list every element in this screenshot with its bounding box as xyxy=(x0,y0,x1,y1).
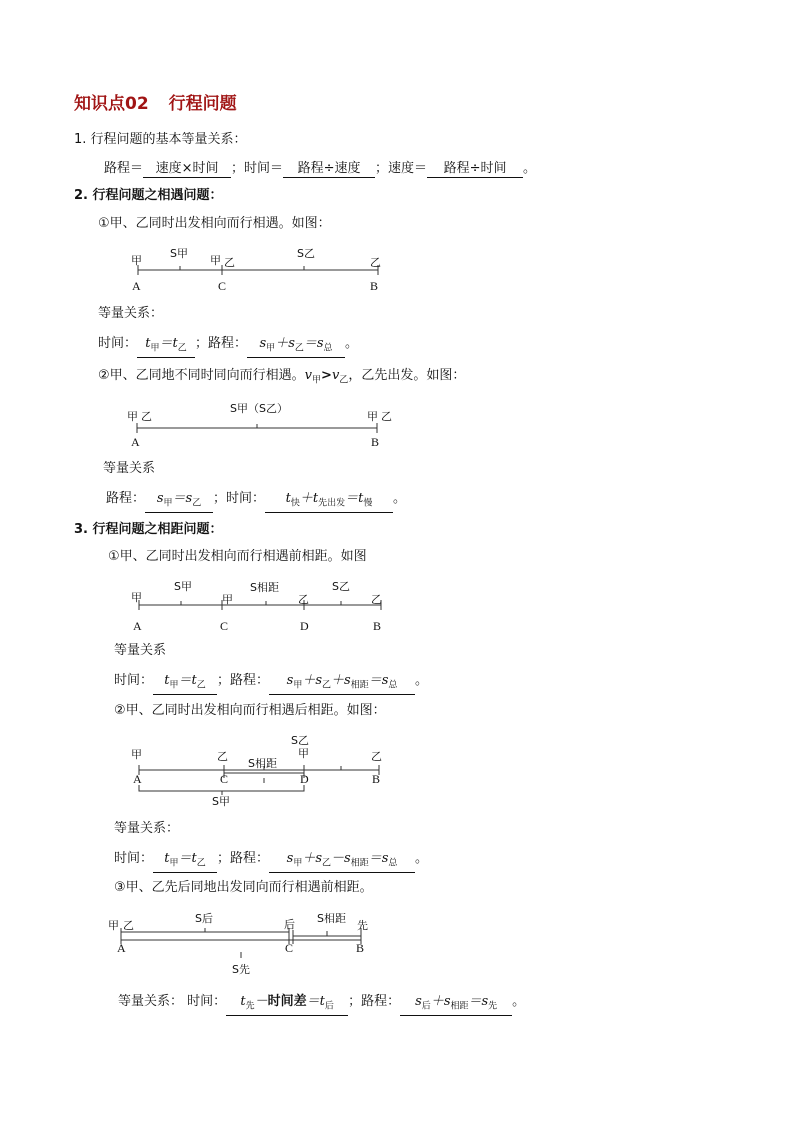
point-B: B xyxy=(372,772,381,786)
point-D: D xyxy=(300,619,309,633)
label-jia-at-C: 甲 xyxy=(222,593,233,606)
label-s-xiangju: S相距 xyxy=(250,581,279,594)
speed-comparison: $v_甲>v_乙$ xyxy=(304,368,349,386)
end-mark: 。 xyxy=(345,336,359,351)
label-yi-at-B: 乙 xyxy=(381,410,392,423)
point-A: A xyxy=(133,619,142,633)
label-time: ；时间＝ xyxy=(231,161,284,176)
label-yi-at-B: 乙 xyxy=(371,593,382,606)
label-s-yi: S乙 xyxy=(291,734,309,747)
answer-time-equal: $t_甲=t_乙$ xyxy=(153,851,217,873)
answer-distance-sum: $s_甲+s_乙=s_总$ xyxy=(247,336,345,358)
label-yi-at-C: 乙 xyxy=(217,750,228,763)
point-B: B xyxy=(370,279,379,293)
end-mark: 。 xyxy=(393,491,407,506)
label-distance: 路程＝ xyxy=(104,161,144,176)
end-mark: 。 xyxy=(523,161,537,176)
answer-distance-equal: $s_甲=s_乙$ xyxy=(145,491,213,513)
label-xian-at-B: 先 xyxy=(357,919,368,932)
label-s-yi: S乙 xyxy=(297,247,315,260)
label-yi-at-D: 乙 xyxy=(298,593,309,606)
section-2-title: 2. 行程问题之相遇问题： xyxy=(74,188,223,203)
point-D: D xyxy=(300,772,309,786)
label-jia-at-D: 甲 xyxy=(298,747,309,760)
case-2-2-text-a: ②甲、乙同地不同时同向而行相遇。 xyxy=(98,368,305,383)
label-s-hou: S后 xyxy=(195,912,213,925)
label-jia-at-B: 甲 xyxy=(367,410,378,423)
label-distance: 路程： xyxy=(106,491,146,506)
answer-time-equal: $t_甲=t_乙$ xyxy=(137,336,195,358)
label-hou-at-C: 后 xyxy=(284,918,295,931)
label-relations-time: 等量关系： 时间： xyxy=(118,994,227,1009)
label-time: 时间： xyxy=(114,673,154,688)
case-2-2-relations-label: 等量关系 xyxy=(103,461,156,476)
case-2-1-text: ①甲、乙同时出发相向而行相遇。如图： xyxy=(98,216,331,231)
label-s-xian: S先 xyxy=(232,963,250,976)
point-A: A xyxy=(132,279,141,293)
case-2-2-text-b: ，乙先出发。如图： xyxy=(348,368,466,383)
answer-distance: 速度×时间 xyxy=(143,161,231,178)
point-B: B xyxy=(371,435,380,449)
answer-time-diff: $t_先-$时间差$=t_后$ xyxy=(226,994,348,1016)
label-s-jia: S甲 xyxy=(170,247,188,260)
answer-distance-sum: $s_后+s_{相距}=s_先$ xyxy=(400,994,512,1016)
label-yi-at-B: 乙 xyxy=(370,256,381,269)
point-C: C xyxy=(218,279,227,293)
label-jia-at-A: 甲 xyxy=(131,591,142,604)
case-3-3-text: ③甲、乙先后同地出发同向而行相遇前相距。 xyxy=(114,880,373,895)
label-s-xiangju: S相距 xyxy=(248,757,277,770)
label-distance: ；路程： xyxy=(217,673,270,688)
point-B: B xyxy=(373,619,382,633)
label-jia-at-C: 甲 xyxy=(210,254,221,267)
answer-time-sum: $t_快+t_{先出发}=t_慢$ xyxy=(265,491,393,513)
title-number: 知识点02 xyxy=(74,94,149,114)
label-jia-at-A: 甲 xyxy=(127,410,138,423)
label-speed: ；速度＝ xyxy=(375,161,428,176)
label-time: 时间： xyxy=(98,336,138,351)
label-distance: ；路程： xyxy=(348,994,401,1009)
label-distance: ；路程： xyxy=(195,336,248,351)
label-s-jia-yi: S甲（S乙） xyxy=(230,402,288,415)
label-s-yi: S乙 xyxy=(332,580,350,593)
label-jia-at-A: 甲 xyxy=(131,748,142,761)
end-mark: 。 xyxy=(512,994,526,1009)
point-A: A xyxy=(133,772,142,786)
case-2-1-relations-label: 等量关系： xyxy=(98,306,164,321)
answer-speed: 路程÷时间 xyxy=(427,161,523,178)
point-C: C xyxy=(285,941,294,955)
point-C: C xyxy=(220,619,229,633)
point-B: B xyxy=(356,941,365,955)
point-A: A xyxy=(117,941,126,955)
title-name: 行程问题 xyxy=(168,94,237,114)
label-s-jia: S甲 xyxy=(212,795,230,808)
case-3-1-text: ①甲、乙同时出发相向而行相遇前相距。如图 xyxy=(108,549,367,564)
label-yi-at-A: 乙 xyxy=(123,919,134,932)
label-yi-at-B: 乙 xyxy=(371,750,382,763)
label-jia-at-A: 甲 xyxy=(108,919,119,932)
section-3-title: 3. 行程问题之相距问题： xyxy=(74,522,223,537)
answer-time: 路程÷速度 xyxy=(283,161,375,178)
answer-distance-diff: $s_甲+s_乙-s_{相距}=s_总$ xyxy=(269,851,415,873)
end-mark: 。 xyxy=(415,851,429,866)
section-1-title: 1. 行程问题的基本等量关系： xyxy=(74,132,247,147)
answer-time-equal: $t_甲=t_乙$ xyxy=(153,673,217,695)
label-jia-at-A: 甲 xyxy=(131,254,142,267)
case-3-3-relations xyxy=(118,993,525,1016)
label-yi-at-A: 乙 xyxy=(141,410,152,423)
end-mark: 。 xyxy=(415,673,429,688)
label-distance: ；路程： xyxy=(217,851,270,866)
case-3-1-relations-label: 等量关系 xyxy=(114,643,167,658)
label-time: ；时间： xyxy=(213,491,266,506)
label-time: 时间： xyxy=(114,851,154,866)
case-3-2-relations-label: 等量关系： xyxy=(114,821,180,836)
answer-distance-sum: $s_甲+s_乙+s_{相距}=s_总$ xyxy=(269,673,415,695)
label-s-xiangju: S相距 xyxy=(317,912,346,925)
case-3-2-text: ②甲、乙同时出发相向而行相遇后相距。如图： xyxy=(114,703,386,718)
point-C: C xyxy=(220,772,229,786)
point-A: A xyxy=(131,435,140,449)
label-s-jia: S甲 xyxy=(174,580,192,593)
label-yi-at-C: 乙 xyxy=(224,256,235,269)
